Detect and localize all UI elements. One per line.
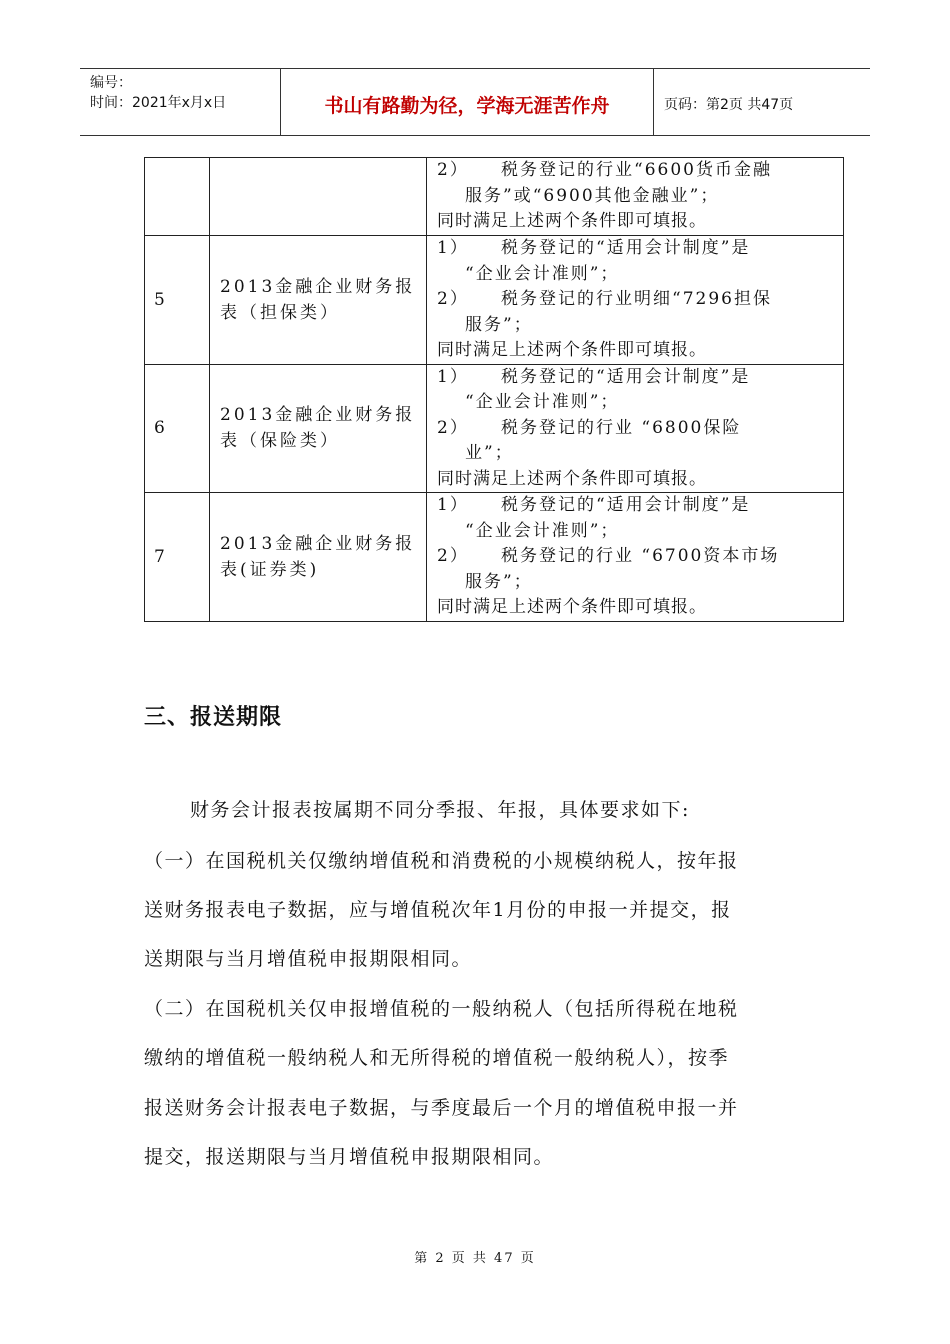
condition-summary: 同时满足上述两个条件即可填报。: [437, 468, 707, 489]
condition-text: 税务登记的行业明细“7296担保: [501, 289, 772, 309]
condition-number: 2）: [437, 546, 469, 566]
condition-number: 1）: [437, 495, 469, 515]
condition-item: [437, 493, 835, 519]
condition-text: 税务登记的“适用会计制度”是: [501, 238, 751, 258]
section-title: 三、报送期限: [144, 705, 283, 730]
paragraph-line: 送财务报表电子数据，应与增值税次年1月份的申报一并提交，报: [144, 899, 732, 921]
condition-text: 税务登记的行业 “6800保险: [501, 417, 742, 438]
row-number: [145, 158, 210, 236]
condition-number: 1）: [437, 366, 469, 387]
paragraph-line: 提交，报送期限与当月增值税申报期限相同。: [144, 1146, 555, 1168]
condition-text-continued: 服务”或“6900其他金融业”；: [465, 185, 720, 206]
condition-summary: 同时满足上述两个条件即可填报。: [437, 597, 707, 617]
condition-text-continued: “企业会计准则”；: [465, 263, 620, 284]
report-name: 2013金融企业财务报表（担保类）: [210, 236, 427, 365]
report-conditions: [427, 158, 844, 236]
paragraph-line: 报送财务会计报表电子数据，与季度最后一个月的增值税申报一并: [144, 1097, 739, 1119]
page-footer: 第 2 页 共 47 页: [414, 1251, 536, 1266]
condition-summary: 同时满足上述两个条件即可填报。: [437, 211, 707, 232]
condition-item: [437, 365, 835, 391]
condition-text-continued: 业”；: [465, 443, 514, 463]
report-name: 2013金融企业财务报表（保险类）: [210, 364, 427, 493]
document-date-label: 时间：2021年x月x日: [90, 95, 227, 111]
page-header: [80, 68, 870, 136]
paragraph-line: 送期限与当月增值税申报期限相同。: [144, 948, 473, 970]
table-row: [145, 236, 844, 365]
condition-text-continued: “企业会计准则”；: [465, 520, 620, 541]
condition-item: [437, 544, 835, 570]
paragraph-line: （一）在国税机关仅缴纳增值税和消费税的小规模纳税人，按年报: [144, 850, 739, 872]
header-meta: [80, 69, 281, 135]
row-number: 7: [145, 493, 210, 622]
condition-number: 2）: [437, 289, 469, 309]
condition-item: [437, 287, 835, 313]
report-conditions: [427, 493, 844, 622]
paragraph-line: （二）在国税机关仅申报增值税的一般纳税人（包括所得税在地税: [144, 998, 739, 1020]
condition-item: [437, 158, 835, 184]
condition-text: 税务登记的行业 “6700资本市场: [501, 546, 780, 566]
report-name: 2013金融企业财务报表(证券类): [210, 493, 427, 622]
table-row: [145, 364, 844, 493]
condition-number: 2）: [437, 417, 469, 438]
condition-text: 税务登记的“适用会计制度”是: [501, 366, 751, 387]
condition-number: 2）: [437, 160, 469, 181]
condition-item: [437, 416, 835, 442]
condition-text: 税务登记的“适用会计制度”是: [501, 495, 751, 515]
header-page-info: 页码：第2页 共47页: [664, 97, 794, 113]
report-conditions: [427, 364, 844, 493]
row-number: 6: [145, 364, 210, 493]
row-number: 5: [145, 236, 210, 365]
document-number-label: 编号：: [90, 75, 132, 91]
header-motto: 书山有路勤为径，学海无涯苦作舟: [281, 69, 654, 135]
table-row: [145, 493, 844, 622]
table-row: [145, 158, 844, 236]
report-name: [210, 158, 427, 236]
report-conditions: [427, 236, 844, 365]
report-rules-table: [144, 157, 844, 622]
condition-item: [437, 236, 835, 262]
condition-text: 税务登记的行业“6600货币金融: [501, 160, 772, 181]
condition-text-continued: “企业会计准则”；: [465, 392, 620, 412]
condition-number: 1）: [437, 238, 469, 258]
condition-text-continued: 服务”；: [465, 314, 533, 335]
condition-summary: 同时满足上述两个条件即可填报。: [437, 340, 707, 360]
report-rules-table-body: [145, 158, 844, 622]
condition-text-continued: 服务”；: [465, 571, 533, 592]
section-intro: 财务会计报表按属期不同分季报、年报，具体要求如下:: [190, 799, 690, 821]
paragraph-line: 缴纳的增值税一般纳税人和无所得税的增值税一般纳税人），按季: [144, 1047, 730, 1069]
